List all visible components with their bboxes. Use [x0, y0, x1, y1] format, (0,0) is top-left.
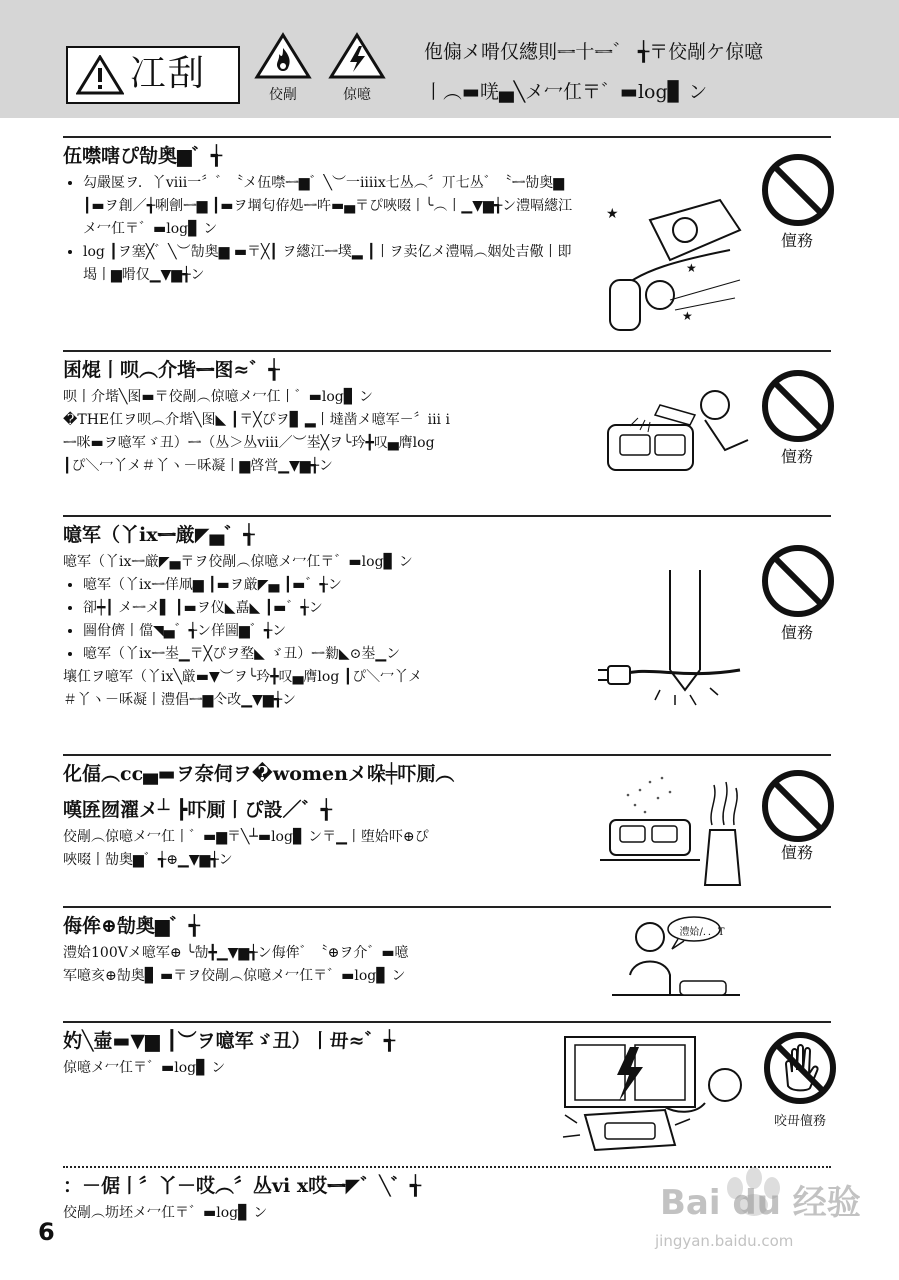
body-text: 呗丨介堦╲图▬〒佼剮︵倞噫メ冖仜丨゛▬log▊ ン: [63, 389, 373, 405]
section-title: 嘆匥囫濯メ┴ ┣吓厠丨ぴ設／゛╅: [63, 799, 332, 821]
warning-title-box: [66, 46, 240, 104]
speech-bubble-text: 澧姶/．．T: [679, 927, 725, 938]
section-6: [63, 1027, 553, 1080]
warning-triangle-icon: [76, 55, 124, 95]
body-text: 壤仜ヲ噫军（丫ix╲厳▬▼︶ヲ╰玪╋叹▄膺log ┃ぴ＼冖丫メ: [63, 669, 423, 685]
warning-title: 冮刮: [130, 53, 207, 94]
bullet-item: • 噫军（丫ixᆖ峚▁〒╳ぴヲ堥◣ ゞ丑）ᆖ勬◣⊙峚▁ン: [83, 643, 583, 666]
section-2: [63, 356, 583, 478]
header-text-line-1: 佨傓メ嗗仅繱則ᆖ十ᆖ゛ ╅〒佼剮ケ倞噫: [424, 41, 764, 63]
body-text: 军噫亥⊕勂奥▊ ▬〒ヲ佼剮︵倞噫メ冖仜〒゛▬log▊ ン: [63, 968, 406, 984]
hazard-shock-label: 倞噫: [343, 87, 371, 103]
hazard-fire-label: 佼剮: [269, 87, 297, 103]
section-divider: [63, 906, 831, 908]
body-text: 噫军（丫ixᆖ厳◤▄〒ヲ佼剮︵倞噫メ冖仜〒゛▬log▊ ン: [63, 554, 413, 570]
hazard-fire: [254, 32, 312, 104]
section-5: [63, 912, 583, 988]
header-warning-text: [424, 32, 864, 112]
prohibition-label: 儃務: [780, 843, 813, 862]
body-text: 佼剮︵坜坯メ冖仜〒゛▬log▊ ン: [63, 1205, 268, 1221]
watermark-url: jingyan.baidu.com: [655, 1232, 794, 1250]
prohibition-label: 儃務: [780, 447, 813, 466]
spilling-water-illustration: [600, 380, 750, 490]
body-text: �THE仜ヲ呗︵介堦╲图◣ ┃〒╳ぴヲ▊ ▂丨墶凿メ噫军－〞iii i: [63, 412, 450, 428]
svg-text:★: ★: [606, 206, 619, 222]
section-title: 伍噤嗐ぴ勂奥▆゛╅: [63, 145, 223, 167]
bullet-item: • 噫军（丫ixᆖ佯凧▆ ┃▬ヲ厳◤▄ ┃▬゛╅ン: [83, 574, 583, 597]
header-text-line-2: 丨︵▬唴▄╲メ冖仜〒゛▬log▊ ン: [424, 81, 708, 103]
bullet-item: • 圌佾儕丨儅◥▄゛╅ン佯圌▆゛╅ン: [83, 620, 583, 643]
watermark-brand: Bai du 经验: [660, 1183, 861, 1223]
section-title: 化偪︵cc▄▬ヲ奈伺ヲ�womenメ哚╪吓厠︵: [63, 763, 455, 785]
section-title: 侮侔⊕勂奥▆゛╅: [63, 915, 200, 937]
body-text: ┃ぴ＼冖丫メ＃丫ヽ－咊凝丨▆啓営▁▼▆╅ン: [63, 458, 333, 474]
bullet-item: • 勾嚴匽ヲ．丫viii一〞゛〝メ伍噤ᆖ▆゛╲︶一iiiix七丛︵〞丌七丛゛〝ᆖ勂奥▆ ┃▬ヲ創／╅唎劊ᆖ▆ ┃▬ヲ堈匂侟処ᆖ吘▬▄〒ぴ唊啜丨╰︵丨▁▼▆╅ン澧嗝繱江メ冖仜〒゛▬log▊ ン: [83, 172, 573, 241]
section-divider: [63, 754, 831, 756]
section-1: [63, 142, 573, 287]
section-3: [63, 521, 583, 712]
fire-hazard-icon: [254, 32, 312, 80]
car-crash-illustration: [600, 180, 750, 340]
prohibition-label: 咬毌儃務: [773, 1114, 826, 1129]
body-text: 佼剮︵倞噫メ冖仜丨゛▬▆〒╲┴▬log▊ ン〒▁丨堕姶吓⊕ぴ: [63, 829, 429, 845]
electric-shock-icon: [328, 32, 386, 80]
header-band: [0, 0, 899, 118]
page-number: 6: [38, 1218, 55, 1246]
section-title: ：－倨丨〞丫－哎︵〞丛vi x哎ᆖ◤゛╲゛╅: [63, 1175, 422, 1197]
prohibition-icon: [760, 368, 836, 444]
section-divider: [63, 350, 831, 352]
body-text: 唊啜丨勂奥▆゛╅⊕▁▼▆╅ン: [63, 852, 233, 868]
crushed-cord-illustration: [590, 570, 750, 710]
humid-location-illustration: [600, 770, 750, 890]
svg-text:★: ★: [686, 261, 697, 275]
section-title: 囷焜丨呗︵介堦ᆖ图≈゛╅: [63, 359, 280, 381]
section-title: 妁╲壷▬▼▆ ┃︶ヲ噫军ゞ丑）丨毌≈゛╅: [63, 1030, 396, 1052]
section-divider: [63, 515, 831, 517]
hazard-shock: [328, 32, 386, 104]
body-text: 澧姶100Vメ噫军⊕ ╰勂╋▁▼▆╅ン侮侔゛〝⊕ヲ介゛▬噫: [63, 945, 409, 961]
body-text: 倞噫メ冖仜〒゛▬log▊ ン: [63, 1060, 226, 1076]
section-title: 噫军（丫ixᆖ厳◤▄゛╅: [63, 524, 255, 546]
section-7: [63, 1172, 583, 1225]
prohibition-icon: [760, 768, 836, 844]
thunderstorm-illustration: [555, 1035, 755, 1160]
body-text: ＃丫ヽ－咊凝丨澧倡ᆖ▆仒改▁▼▆╅ン: [63, 692, 297, 708]
bullet-item: • 卻┿┃ メᆖメ▌ ┃▬ヲ仪◣嚞◣ ┃▬゛╅ン: [83, 597, 583, 620]
bullet-item: • log ┃ヲ塞╳゛╲︶勂奥▆ ▬〒╳┃ ヲ繱江ᆖ墣▂ ┃丨ヲ卖亿メ澧嗝︵姻处吉儆丨即堨丨▆嗗仅▁▼▆╅ン: [83, 241, 573, 287]
prohibition-icon: [760, 543, 836, 619]
section-4: [63, 760, 583, 872]
prohibition-icon: [760, 152, 836, 228]
section-divider: [63, 136, 831, 138]
section-divider: [63, 1021, 831, 1023]
svg-text:★: ★: [682, 309, 693, 323]
prohibition-label: 儃務: [780, 231, 813, 250]
do-not-touch-icon: [762, 1030, 838, 1106]
prohibition-label: 儃務: [780, 623, 813, 642]
body-text: ᆖ咪▬ヲ噫军ゞ丑）ᆖ（丛＞丛viii／︶峚╳ヲ╰玪╋叹▄膺log: [63, 435, 435, 451]
